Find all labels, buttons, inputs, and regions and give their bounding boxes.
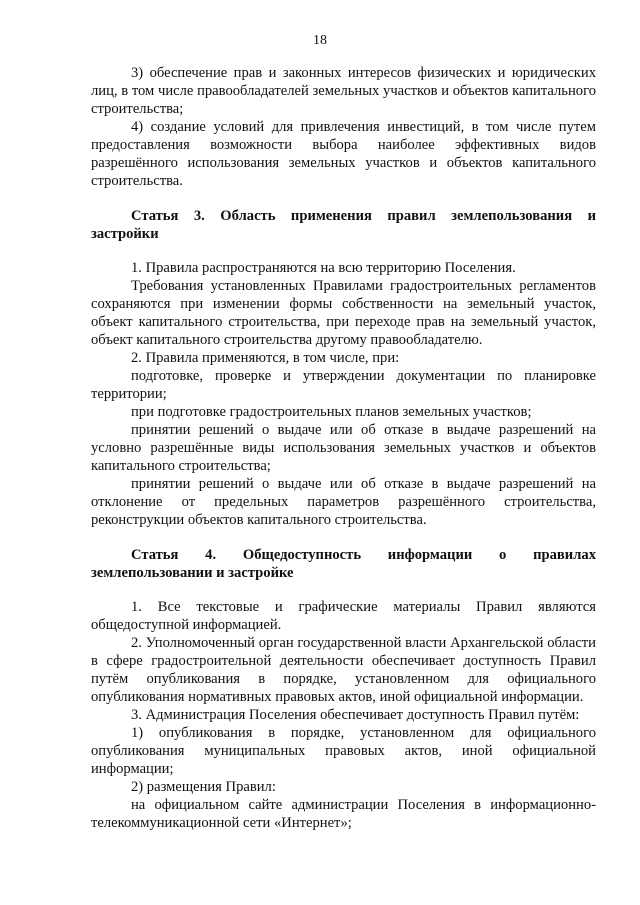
spacer — [91, 529, 596, 546]
article-4-paragraph: на официальном сайте администрации Поселения в информационно-телекоммуникационной сети «Интернет»; — [91, 797, 596, 831]
article-3-paragraph: 2. Правила применяются, в том числе, при: — [131, 350, 400, 366]
article-3-paragraph: принятии решений о выдаче или об отказе в выдаче разрешений на условно разрешённые виды использования земельных участков и объектов капитального строительства; — [91, 422, 596, 474]
article-4-paragraph: 3. Администрация Поселения обеспечивает доступность Правил путём: — [131, 707, 580, 723]
article-3-paragraph: принятии решений о выдаче или об отказе в выдаче разрешений на отклонение от предельных параметров разрешённого строительства, реконструкции объектов капитального строительства. — [91, 476, 596, 528]
article-4-heading: Статья 4. Общедоступность информации о правилах землепользовании и застройке — [91, 547, 596, 581]
spacer — [91, 190, 596, 207]
article-3-paragraph: при подготовке градостроительных планов земельных участков; — [131, 404, 532, 420]
intro-item-4: 4) создание условий для привлечения инвестиций, в том числе путем предоставления возможности выбора наиболее эффективных видов разрешённого использования земельных участков и объектов капитального строительства. — [91, 119, 596, 189]
page-number: 18 — [313, 33, 327, 48]
article-3-paragraph: Требования установленных Правилами градостроительных регламентов сохраняются при изменении формы собственности на земельный участок, объект капитального строительства, при переходе прав на земельный участок, объект капитального строительства другому правообладателю. — [91, 278, 596, 348]
article-4-paragraph: 1. Все текстовые и графические материалы Правил являются общедоступной информацией. — [91, 599, 596, 633]
spacer — [91, 582, 596, 598]
document-body — [91, 64, 596, 832]
intro-item-3: 3) обеспечение прав и законных интересов физических и юридических лиц, в том числе правообладателей земельных участков и объектов капитального строительства; — [91, 65, 596, 117]
spacer — [91, 243, 596, 259]
article-3-paragraph: подготовке, проверке и утверждении документации по планировке территории; — [91, 368, 596, 402]
article-3-heading: Статья 3. Область применения правил землепользования и застройки — [91, 208, 596, 242]
article-4-paragraph: 2. Уполномоченный орган государственной власти Архангельской области в сфере градостроительной деятельности обеспечивает доступность Правил путём опубликования в порядке, установленном для официального опубликования нормативных правовых актов, иной официальной информации. — [91, 635, 596, 705]
article-3-paragraph: 1. Правила распространяются на всю территорию Поселения. — [131, 260, 516, 276]
article-4-paragraph: 1) опубликования в порядке, установленном для официального опубликования муниципальных правовых актов, иной официальной информации; — [91, 725, 596, 777]
article-4-paragraph: 2) размещения Правил: — [131, 779, 276, 795]
